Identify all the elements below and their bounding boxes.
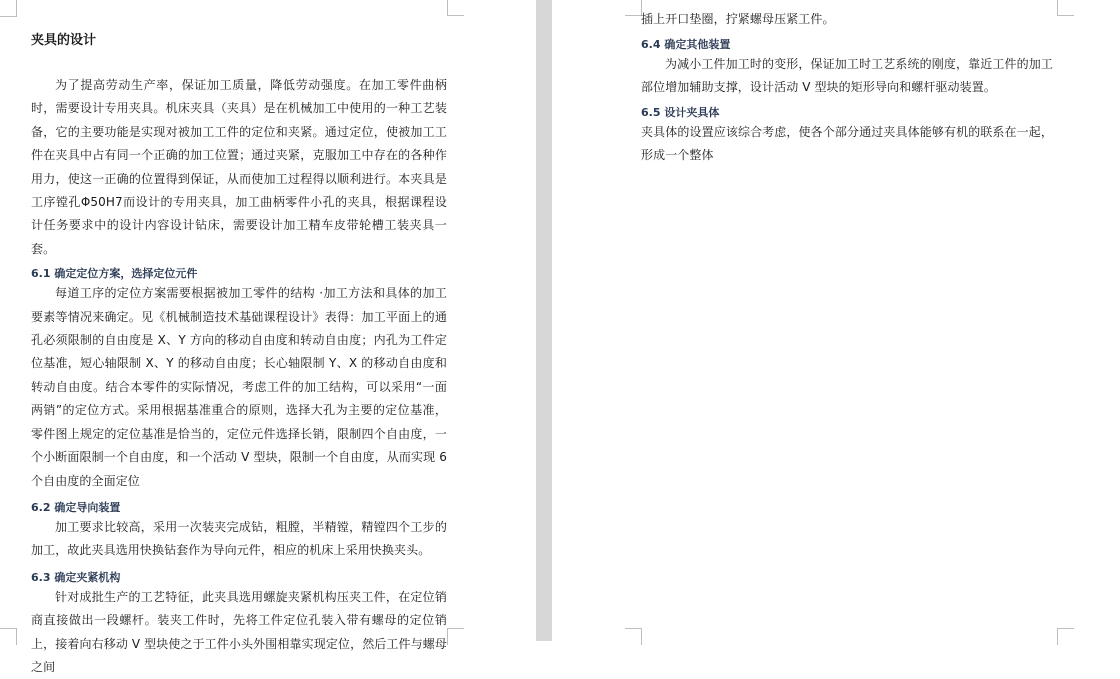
section-heading-6-1: 6.1 确定定位方案，选择定位元件 (31, 267, 198, 281)
section-heading-6-3: 6.3 确定夹紧机构 (31, 570, 121, 584)
page-gutter (536, 0, 552, 641)
section-heading-6-4: 6.4 确定其他装置 (641, 38, 731, 51)
intro-paragraph: 为了提高劳动生产率，保证加工质量，降低劳动强度。在加工零件曲柄时，需要设计专用夹具。机床夹具（夹具）是在机械加工中使用的一种工艺装备，它的主要功能是实现对被加工工件的定位和夹紧。通过定位，使被加工工件在夹具中占有同一个正确的加工位置；通过夹紧，克服加工中存在的各种作用力，使这一正确的位置得到保证，从而使加工过程得以顺利进行。本夹具是工序镗孔Φ50H7而设计的专用夹具，加工曲柄零件小孔的夹具，根据课程设计任务要求中的设计内容设计钻床，需要设计加工精车皮带轮槽工装夹具一套。 (31, 78, 447, 256)
continuation-paragraph: 插上开口垫圈，拧紧螺母压紧工件。 (641, 12, 835, 26)
section-6-4-paragraph: 为减小工件加工时的变形，保证加工时工艺系统的刚度，靠近工件的加工部位增加辅助支撑，设计活动 V 型块的矩形导向和螺杆驱动装置。 (641, 57, 1053, 94)
section-6-1-paragraph: 每道工序的定位方案需要根据被加工零件的结构 ·加工方法和具体的加工要素等情况来确定。见《机械制造技术基础课程设计》表得：加工平面上的通孔必须限制的自由度是 X、Y 方向的移动自由度和转动自由度；内孔为工件定位基准，短心轴限制 X、Y 的移动自由度；长心轴限制 Y、X 的移动自由度和转动自由度。结合本零件的实际情况，考虑工件的加工结构，可以采用“一面两销”的定位方式。采用根据基准重合的原则，选择大孔为主要的定位基准，零件图上规定的定位基准是恰当的，定位元件选择长销，限制四个自由度，一个小断面限制一个自由度，和一个活动 V 型块，限制一个自由度，从而实现 6 个自由度的全面定位 (31, 286, 447, 488)
page-margin-marker (447, 0, 464, 16)
page-title: 夹具的设计 (31, 33, 97, 48)
document-page-right (552, 0, 1120, 641)
page-margin-marker (0, 628, 17, 645)
page-body (31, 32, 447, 679)
section-6-2-paragraph: 加工要求比较高，采用一次装夹完成钻，粗膛，半精镗，精镗四个工步的加工，故此夹具选用快换钻套作为导向元件，相应的机床上采用快换夹头。 (31, 519, 447, 558)
page-body (641, 8, 1053, 167)
page-margin-marker (625, 628, 642, 645)
page-margin-marker (1057, 0, 1074, 16)
section-heading-6-2: 6.2 确定导向装置 (31, 500, 121, 514)
page-margin-marker (0, 0, 17, 17)
page-margin-marker (447, 628, 464, 645)
section-6-3-paragraph: 针对成批生产的工艺特征，此夹具选用螺旋夹紧机构压夹工件，在定位销商直接做出一段螺杆。装夹工件时，先将工件定位孔装入带有螺母的定位销上，接着向右移动 V 型块使之于工件小头外围相靠实现定位，然后工件与螺母之间 (31, 589, 447, 674)
page-margin-marker (1057, 628, 1074, 645)
section-heading-6-5: 6.5 设计夹具体 (641, 106, 720, 119)
section-6-5-paragraph: 夹具体的设置应该综合考虑，使各个部分通过夹具体能够有机的联系在一起，形成一个整体 (641, 125, 1053, 162)
document-page-left (0, 0, 536, 674)
page-margin-marker (625, 0, 642, 16)
